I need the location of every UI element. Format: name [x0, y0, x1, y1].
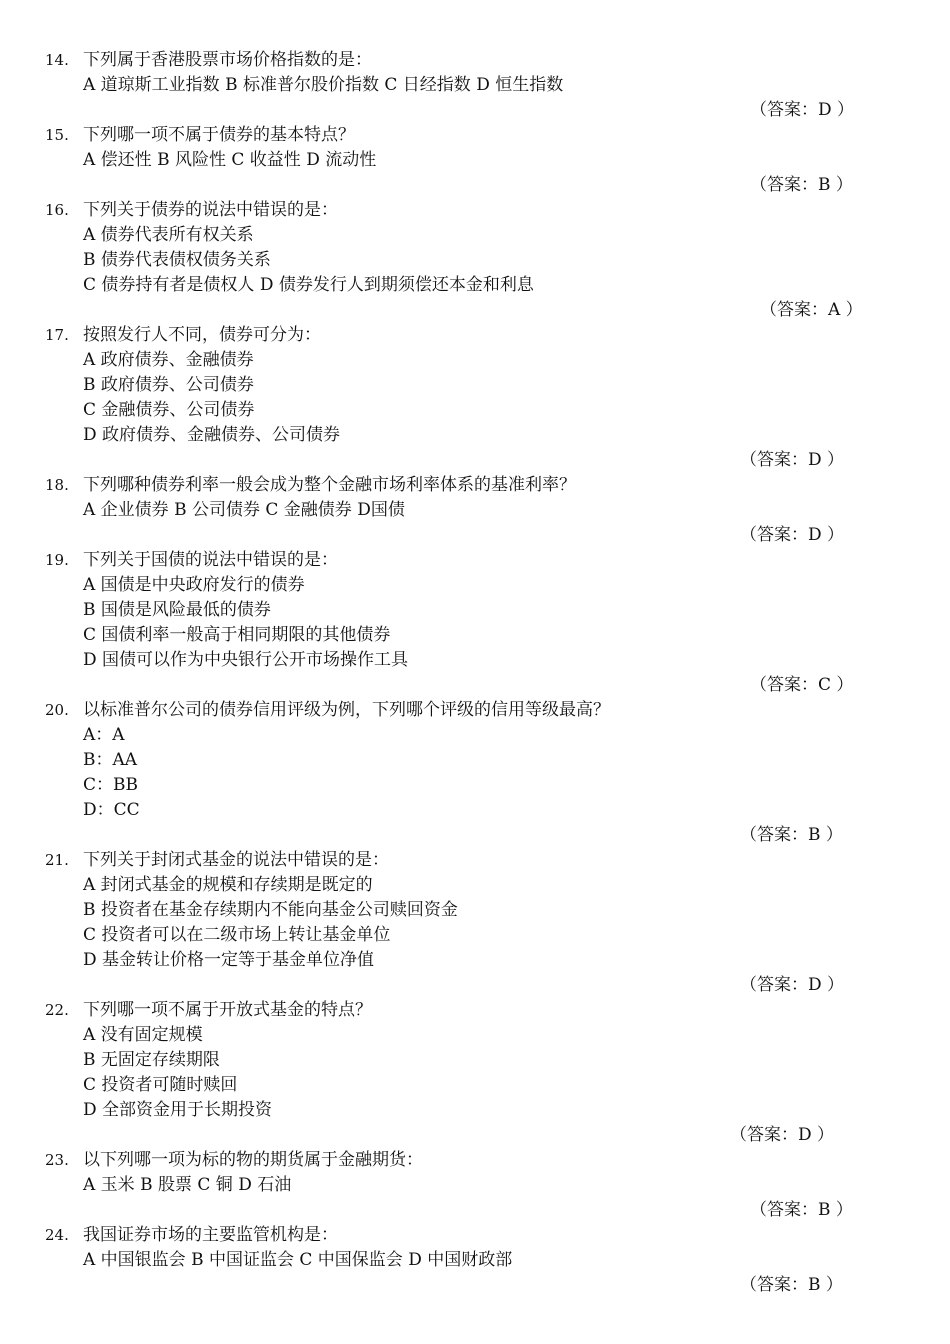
answer-label: （答案：B ）: [740, 1275, 843, 1295]
answer-row: [45, 173, 950, 198]
question-number: 23.: [45, 1151, 69, 1169]
question-option: C 债券持有者是债权人 D 债券发行人到期须偿还本金和利息: [83, 275, 534, 295]
answer-row: [45, 448, 950, 473]
question-stem: [45, 1148, 950, 1173]
question-number: 19.: [45, 551, 69, 569]
answer-label: （答案：D ）: [740, 525, 845, 545]
question-number: 15.: [45, 126, 69, 144]
question-option: A 政府债券、金融债券: [83, 350, 254, 370]
question-item: [45, 123, 950, 198]
answer-label: （答案：A ）: [760, 300, 863, 320]
question-number: 20.: [45, 701, 69, 719]
question-text: 下列关于封闭式基金的说法中错误的是：: [83, 850, 389, 870]
question-number: 16.: [45, 201, 69, 219]
question-option: D 国债可以作为中央银行公开市场操作工具: [83, 650, 409, 670]
answer-label: （答案：D ）: [740, 975, 845, 995]
question-option: A 债券代表所有权关系: [83, 225, 254, 245]
question-option: B 政府债券、公司债券: [83, 375, 254, 395]
question-option: B 国债是风险最低的债券: [83, 600, 271, 620]
question-text: 下列哪一项不属于开放式基金的特点？: [83, 1000, 372, 1020]
question-stem: [45, 123, 950, 148]
question-stem: [45, 198, 950, 223]
question-number: 17.: [45, 326, 69, 344]
question-option: C 国债利率一般高于相同期限的其他债券: [83, 625, 391, 645]
question-item: [45, 848, 950, 998]
question-option: A 玉米 B 股票 C 铜 D 石油: [83, 1175, 292, 1195]
question-option: B 投资者在基金存续期内不能向基金公司赎回资金: [83, 900, 458, 920]
answer-label: （答案：B ）: [750, 1200, 853, 1220]
question-text: 以标准普尔公司的债券信用评级为例，下列哪个评级的信用等级最高？: [83, 700, 610, 720]
answer-row: [45, 523, 950, 548]
question-option: A 偿还性 B 风险性 C 收益性 D 流动性: [83, 150, 377, 170]
answer-row: [45, 98, 950, 123]
question-option: B：AA: [83, 750, 138, 770]
question-text: 下列哪一项不属于债券的基本特点？: [83, 125, 355, 145]
question-text: 以下列哪一项为标的物的期货属于金融期货：: [83, 1150, 423, 1170]
answer-row: [45, 1198, 950, 1223]
question-option: B 债券代表债权债务关系: [83, 250, 271, 270]
question-option: A 企业债券 B 公司债券 C 金融债券 D国债: [83, 500, 405, 520]
question-option: A 中国银监会 B 中国证监会 C 中国保监会 D 中国财政部: [83, 1250, 513, 1270]
question-stem: [45, 48, 950, 73]
answer-label: （答案：C ）: [750, 675, 854, 695]
question-option: C 投资者可随时赎回: [83, 1075, 238, 1095]
answer-label: （答案：D ）: [740, 450, 845, 470]
answer-row: [45, 973, 950, 998]
answer-label: （答案：B ）: [750, 175, 853, 195]
question-item: [45, 1223, 950, 1298]
question-option: D 基金转让价格一定等于基金单位净值: [83, 950, 375, 970]
question-option: A 没有固定规模: [83, 1025, 203, 1045]
answer-label: （答案：B ）: [740, 825, 843, 845]
question-stem: [45, 698, 950, 723]
question-option: B 无固定存续期限: [83, 1050, 220, 1070]
question-number: 21.: [45, 851, 69, 869]
answer-row: [45, 1273, 950, 1298]
question-option: C 投资者可以在二级市场上转让基金单位: [83, 925, 391, 945]
question-option: A 道琼斯工业指数 B 标准普尔股价指数 C 日经指数 D 恒生指数: [83, 75, 564, 95]
question-text: 下列关于债券的说法中错误的是：: [83, 200, 338, 220]
answer-row: [45, 673, 950, 698]
question-option: A 国债是中央政府发行的债券: [83, 575, 305, 595]
answer-label: （答案：D ）: [750, 100, 855, 120]
question-option: D 全部资金用于长期投资: [83, 1100, 273, 1120]
question-number: 24.: [45, 1226, 69, 1244]
question-option: A 封闭式基金的规模和存续期是既定的: [83, 875, 373, 895]
question-option: C 金融债券、公司债券: [83, 400, 255, 420]
question-text: 下列哪种债券利率一般会成为整个金融市场利率体系的基准利率？: [83, 475, 576, 495]
question-stem: [45, 848, 950, 873]
question-item: [45, 48, 950, 123]
question-stem: [45, 548, 950, 573]
question-option: A：A: [83, 725, 125, 745]
question-number: 18.: [45, 476, 69, 494]
question-stem: [45, 1223, 950, 1248]
question-item: [45, 1148, 950, 1223]
question-option: D：CC: [83, 800, 140, 820]
question-stem: [45, 998, 950, 1023]
question-text: 下列属于香港股票市场价格指数的是：: [83, 50, 372, 70]
question-item: [45, 998, 950, 1148]
question-item: [45, 548, 950, 698]
question-option: D 政府债券、金融债券、公司债券: [83, 425, 341, 445]
question-number: 14.: [45, 51, 69, 69]
question-text: 我国证券市场的主要监管机构是：: [83, 1225, 338, 1245]
question-number: 22.: [45, 1001, 69, 1019]
question-text: 按照发行人不同，债券可分为：: [83, 325, 321, 345]
question-text: 下列关于国债的说法中错误的是：: [83, 550, 338, 570]
answer-row: [45, 298, 950, 323]
answer-row: [45, 1123, 950, 1148]
question-item: [45, 323, 950, 473]
question-item: [45, 198, 950, 323]
question-item: [45, 473, 950, 548]
question-item: [45, 698, 950, 848]
question-option: C：BB: [83, 775, 138, 795]
answer-label: （答案：D ）: [730, 1125, 835, 1145]
answer-row: [45, 823, 950, 848]
question-stem: [45, 323, 950, 348]
question-stem: [45, 473, 950, 498]
